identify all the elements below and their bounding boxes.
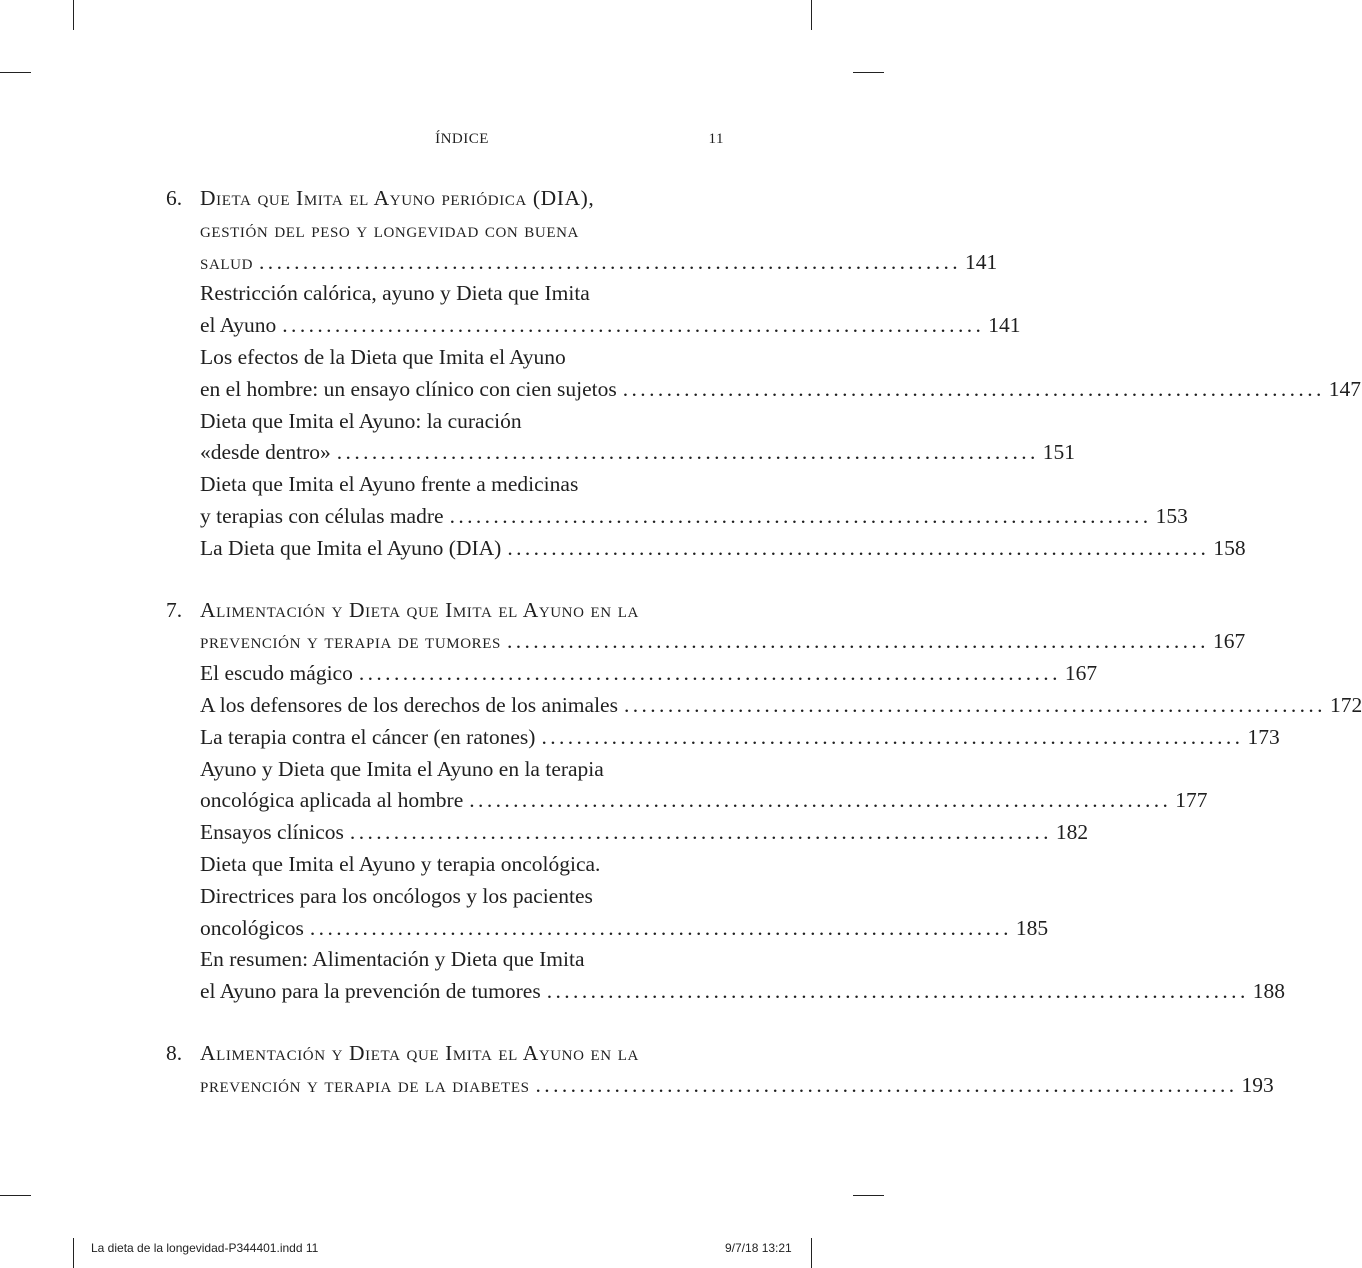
page-number: 172 xyxy=(1329,692,1362,717)
page-number: 167 xyxy=(1212,629,1246,654)
section-entry-line xyxy=(166,881,726,913)
chapter-title-text: prevención y terapia de tumores xyxy=(200,629,501,654)
page-number: 151 xyxy=(1042,440,1076,465)
section-entry-line xyxy=(166,754,726,786)
chapter-heading-line xyxy=(166,595,726,627)
section-title-text: Dieta que Imita el Ayuno frente a medicinas xyxy=(200,472,579,497)
dot-leader: ................................................................................ xyxy=(309,915,1012,940)
chapter-number: 6. xyxy=(166,186,183,210)
crop-mark-right-top xyxy=(853,72,884,73)
section-entry-line xyxy=(166,501,1188,533)
chapter-title-text: gestión del peso y longevidad con buena xyxy=(200,217,579,242)
page-number: 173 xyxy=(1247,724,1280,749)
section-title-text: El escudo mágico xyxy=(200,661,353,686)
page-number: 147 xyxy=(1328,376,1361,401)
dot-leader: ................................................................................ xyxy=(622,376,1325,401)
section-entry-line xyxy=(166,785,1208,817)
section-title-text: En resumen: Alimentación y Dieta que Imita xyxy=(200,947,585,972)
page-number: 141 xyxy=(965,249,998,274)
chapter-number: 7. xyxy=(166,597,183,622)
section-entry-line xyxy=(166,849,726,881)
dot-leader: ................................................................................ xyxy=(469,788,1172,813)
section-title-text: Dieta que Imita el Ayuno: la curación xyxy=(200,408,522,433)
section-entry-line xyxy=(166,658,1098,690)
section-title-text: Restricción calórica, ayuno y Dieta que Imita xyxy=(200,281,590,306)
section-entry-line xyxy=(166,437,1076,469)
section-entry-line xyxy=(166,913,1049,945)
section-entry-line xyxy=(166,944,726,976)
section-title-text: «desde dentro» xyxy=(200,440,331,465)
table-of-contents xyxy=(166,183,1362,1132)
page-number: 141 xyxy=(988,313,1021,338)
chapter-number: 8. xyxy=(166,1040,183,1065)
page-number: 185 xyxy=(1015,915,1049,940)
chapter-heading-line xyxy=(166,183,726,215)
page-number: 153 xyxy=(1155,503,1188,528)
section-entry-line xyxy=(166,722,1280,754)
running-head-title: ÍNDICE xyxy=(435,131,489,147)
section-entry-line xyxy=(166,406,726,438)
section-title-text: el Ayuno para la prevención de tumores xyxy=(200,979,541,1004)
chapter-heading-line xyxy=(166,626,1246,658)
page-number: 193 xyxy=(1241,1072,1274,1097)
page-number: 177 xyxy=(1175,788,1208,813)
section-entry-line xyxy=(166,533,1246,565)
section-title-text: La Dieta que Imita el Ayuno (DIA) xyxy=(200,535,502,560)
chapter-heading-line xyxy=(166,215,726,247)
chapter-heading-line xyxy=(166,247,998,279)
section-title-text: el Ayuno xyxy=(200,313,277,338)
section-title-text: Ensayos clínicos xyxy=(200,820,344,845)
running-head xyxy=(200,131,724,153)
crop-mark-right-bottom xyxy=(853,1195,884,1196)
section-title-text: en el hombre: un ensayo clínico con cien sujetos xyxy=(200,376,617,401)
toc-chapter xyxy=(166,183,1361,565)
toc-chapter xyxy=(166,1038,1274,1102)
dot-leader: ................................................................................ xyxy=(541,724,1244,749)
crop-mark-bottom-right xyxy=(811,1238,812,1268)
section-title-text: y terapias con células madre xyxy=(200,503,444,528)
page-number: 188 xyxy=(1252,979,1285,1004)
section-entry-line xyxy=(166,342,726,374)
crop-mark-left-bottom xyxy=(0,1195,31,1196)
section-title-text: oncológicos xyxy=(200,915,304,940)
dot-leader: ................................................................................ xyxy=(349,820,1052,845)
crop-mark-top-left xyxy=(73,0,74,30)
dot-leader: ................................................................................ xyxy=(535,1072,1238,1097)
chapter-heading-line xyxy=(166,1038,726,1070)
section-title-text: Ayuno y Dieta que Imita el Ayuno en la terapia xyxy=(200,756,604,781)
section-entry-line xyxy=(166,690,1362,722)
toc-chapter xyxy=(166,595,1362,1008)
chapter-title-text: Alimentación y Dieta que Imita el Ayuno en la xyxy=(200,597,639,622)
section-title-text: Los efectos de la Dieta que Imita el Ayuno xyxy=(200,344,566,369)
running-head-page-number: 11 xyxy=(708,131,724,147)
section-entry-line xyxy=(166,469,726,501)
dot-leader: ................................................................................ xyxy=(259,249,962,274)
section-entry-line xyxy=(166,976,1285,1008)
dot-leader: ................................................................................ xyxy=(449,503,1152,528)
chapter-title-text: salud xyxy=(200,249,254,274)
crop-mark-left-top xyxy=(0,72,31,73)
crop-mark-bottom-left xyxy=(73,1238,74,1268)
crop-mark-top-right xyxy=(811,0,812,30)
page-number: 182 xyxy=(1055,820,1089,845)
slug-file-name: La dieta de la longevidad-P344401.indd 11 xyxy=(91,1241,319,1255)
dot-leader: ................................................................................ xyxy=(506,629,1209,654)
chapter-title-text: prevención y terapia de la diabetes xyxy=(200,1072,530,1097)
section-title-text: A los defensores de los derechos de los animales xyxy=(200,692,618,717)
dot-leader: ................................................................................ xyxy=(282,313,985,338)
chapter-heading-line xyxy=(166,1070,1274,1102)
section-title-text: La terapia contra el cáncer (en ratones) xyxy=(200,724,536,749)
chapter-title-text: Alimentación y Dieta que Imita el Ayuno en la xyxy=(200,1040,639,1065)
section-title-text: Directrices para los oncólogos y los pacientes xyxy=(200,883,593,908)
page-number: 158 xyxy=(1213,535,1246,560)
dot-leader: ................................................................................ xyxy=(623,692,1326,717)
dot-leader: ................................................................................ xyxy=(507,535,1210,560)
section-title-text: oncológica aplicada al hombre xyxy=(200,788,464,813)
page-number: 167 xyxy=(1064,661,1098,686)
section-title-text: Dieta que Imita el Ayuno y terapia oncológica. xyxy=(200,851,601,876)
section-entry-line xyxy=(166,310,1021,342)
chapter-title-text: Dieta que Imita el Ayuno periódica (DIA), xyxy=(200,186,595,210)
section-entry-line xyxy=(166,374,1361,406)
section-entry-line xyxy=(166,817,1089,849)
slug-datetime: 9/7/18 13:21 xyxy=(725,1241,792,1255)
section-entry-line xyxy=(166,278,726,310)
dot-leader: ................................................................................ xyxy=(336,440,1039,465)
dot-leader: ................................................................................ xyxy=(358,661,1061,686)
dot-leader: ................................................................................ xyxy=(546,979,1249,1004)
